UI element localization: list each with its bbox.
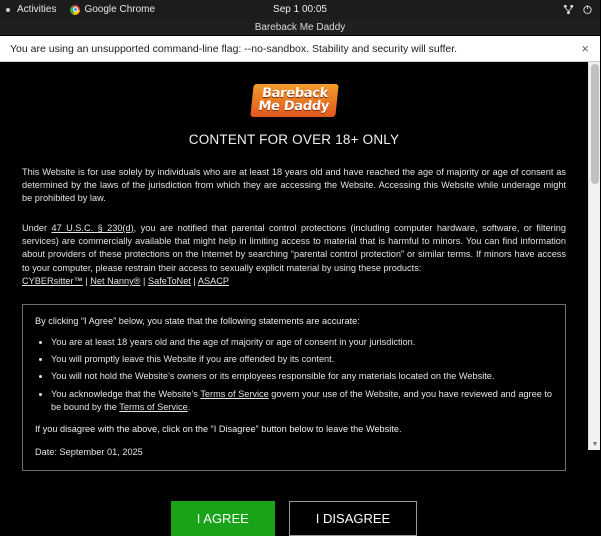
- scrollbar-thumb[interactable]: [591, 64, 599, 184]
- netnanny-link[interactable]: Net Nanny®: [90, 275, 141, 286]
- disagree-note: If you disagree with the above, click on the “I Disagree” button below to leave the Website.: [35, 424, 402, 435]
- bullet4-suffix: .: [187, 402, 191, 413]
- paragraph2-prefix: Under: [22, 222, 52, 233]
- i-agree-button[interactable]: I AGREE: [171, 501, 275, 536]
- terms-of-service-link-1[interactable]: Terms of Service: [200, 388, 269, 399]
- safetonet-link[interactable]: SafeToNet: [147, 275, 191, 286]
- list-item: • You are at least 18 years old and the age of majority or age of consent in your jurisdiction.: [51, 336, 553, 349]
- window-title: Bareback Me Daddy: [254, 21, 346, 33]
- list-item: • You will not hold the Website’s owners or its employees responsible for any materials located on the Website.: [51, 370, 553, 383]
- paragraph2-body: , you are notified that parental control protections (including computer hardware, software, or filtering services) are commercially available that might help in limiting access to material that is harmful to minors. You can find information about providers of these protections on the Internet by searching “parental control protection” or similar terms. If minors have access to your computer, please restrain their access to sexually explicit material by using these products:: [22, 222, 566, 273]
- window-list-item-chrome[interactable]: [70, 4, 155, 15]
- page-viewport: [0, 62, 600, 527]
- network-icon: [563, 4, 574, 15]
- power-icon: [582, 4, 593, 15]
- top-bar-clock[interactable]: Sep 1 00:05: [273, 4, 327, 15]
- page-title: CONTENT FOR OVER 18+ ONLY: [188, 132, 400, 147]
- site-logo-line2: Me Daddy: [257, 99, 330, 114]
- activities-button[interactable]: Activities: [17, 4, 57, 15]
- i-disagree-button[interactable]: I DISAGREE: [289, 501, 417, 536]
- chrome-infobar: [0, 36, 600, 62]
- infobar-message: You are using an unsupported command-line flag: --no-sandbox. Stability and security will suffer.: [10, 42, 458, 55]
- scroll-down-icon[interactable]: ▼: [591, 440, 599, 448]
- agreement-date: Date: September 01, 2025: [35, 446, 143, 457]
- agreement-bullet-list: [51, 336, 553, 415]
- usc-230d-link[interactable]: 47 U.S.C. § 230(d): [51, 222, 134, 233]
- top-bar-left: [0, 4, 155, 15]
- cybersitter-link[interactable]: CYBERsitter™: [22, 275, 83, 286]
- chrome-icon: [70, 5, 80, 15]
- browser-window: [0, 19, 600, 527]
- sep-3: |: [190, 275, 198, 286]
- agreement-intro: By clicking “I Agree” below, you state that the following statements are accurate:: [35, 316, 360, 327]
- agreement-box: [22, 304, 566, 471]
- age-paragraph-1: This Website is for use solely by individuals who are at least 18 years old and have reached the age of majority or age of consent as determined by the laws of the jurisdiction from which they are accessing the Website. Accessing this Website while underage might be prohibited by law.: [22, 166, 566, 204]
- site-logo: [22, 72, 566, 117]
- bullet4-prefix: You acknowledge that the Website’s: [51, 388, 201, 399]
- list-item-terms: [51, 388, 553, 415]
- top-bar-status-area[interactable]: [563, 4, 600, 15]
- terms-of-service-link-2[interactable]: Terms of Service: [119, 402, 188, 413]
- gnome-top-bar: [0, 0, 600, 19]
- age-paragraph-2: [22, 222, 566, 289]
- page-scrollbar[interactable]: [588, 62, 600, 450]
- list-item: • You will promptly leave this Website if you are offended by its content.: [51, 353, 553, 366]
- action-button-row: [22, 501, 566, 536]
- sep-1: |: [82, 275, 91, 286]
- sep-2: |: [140, 275, 148, 286]
- activities-dot-icon: [6, 8, 10, 12]
- window-titlebar: [0, 19, 600, 36]
- close-icon[interactable]: ×: [581, 41, 589, 56]
- age-verification-page: [0, 62, 588, 527]
- site-logo-text: [250, 84, 338, 117]
- asacp-link[interactable]: ASACP: [197, 275, 229, 286]
- site-logo-line1: Bareback: [260, 86, 329, 101]
- chrome-window-label: Google Chrome: [84, 4, 156, 15]
- bullet4-middle: govern your use of the Website, and you have reviewed and agree to be bound by the: [51, 388, 553, 413]
